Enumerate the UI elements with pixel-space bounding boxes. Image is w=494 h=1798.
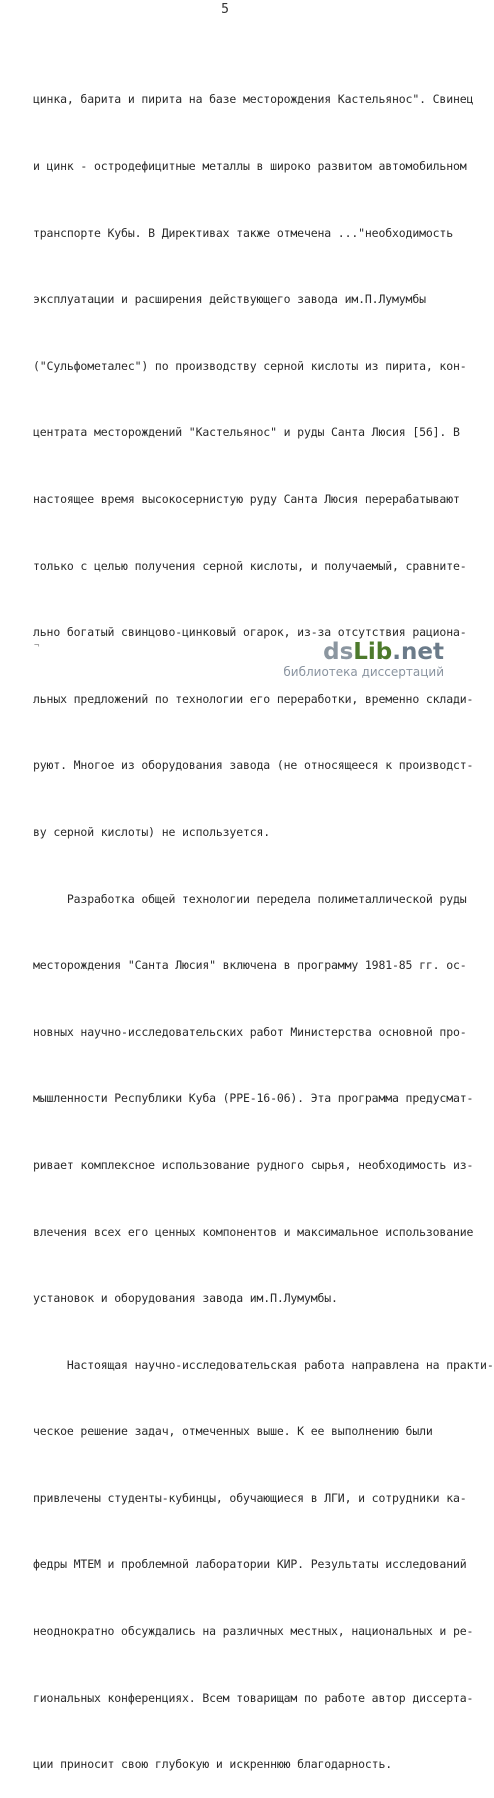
text-line: руют. Многое из оборудования завода (не относящееся к производст- [33, 758, 474, 773]
page-number: 5 [221, 2, 229, 17]
text-line: гиональных конференциях. Всем товарищам по работе автор диссерта- [33, 1690, 474, 1705]
text-line: ческое решение задач, отмеченных выше. К ее выполнению были [33, 1424, 433, 1439]
text-line: установок и оборудования завода им.П.Лумумбы. [33, 1291, 338, 1306]
text-line: Настоящая научно-исследовательская работа направлена на практи- [33, 1357, 494, 1372]
logo-part-ds: ds [323, 639, 354, 665]
text-line: новных научно-исследовательских работ Министерства основной про- [33, 1024, 467, 1039]
text-line: неоднократно обсуждались на различных местных, национальных и ре- [33, 1624, 474, 1639]
document-body [33, 44, 494, 1798]
text-line: цинка, барита и пирита на базе месторождения Кастельянос". Свинец [33, 92, 474, 107]
text-line: эксплуатации и расширения действующего завода им.П.Лумумбы [33, 292, 426, 307]
text-line: ("Сульфометалес") по производству серной кислоты из пирита, кон- [33, 358, 467, 373]
text-line: центрата месторождений "Кастельянос" и руды Санта Люсия [56]. В [33, 425, 460, 440]
watermark[interactable] [283, 640, 444, 679]
text-line: только с целью получения серной кислоты, и получаемый, сравните- [33, 558, 467, 573]
watermark-subtitle: библиотека диссертаций [283, 665, 444, 679]
watermark-logo[interactable] [283, 640, 444, 664]
text-line: федры МТЕМ и проблемной лаборатории КИР. Результаты исследований [33, 1557, 467, 1572]
text-line: Разработка общей технологии передела полиметаллической руды [33, 891, 467, 906]
text-line: льных предложений по технологии его переработки, временно склади- [33, 691, 474, 706]
text-line: влечения всех его ценных компонентов и максимальное использование [33, 1224, 474, 1239]
text-line: мышленности Республики Куба (PPE-16-06). Эта программа предусмат- [33, 1091, 474, 1106]
text-line: настоящее время высокосернистую руду Санта Люсия перерабатывают [33, 491, 460, 506]
logo-part-net: .net [392, 639, 444, 665]
text-line: месторождения "Санта Люсия" включена в программу 1981-85 гг. ос- [33, 958, 467, 973]
text-line: льно богатый свинцово-цинковый огарок, из-за отсутствия рациона- [33, 625, 467, 640]
logo-part-lib: Lib [353, 639, 393, 665]
text-line: ву серной кислоты) не используется. [33, 824, 271, 839]
text-line: ривает комплексное использование рудного сырья, необходимость из- [33, 1157, 474, 1172]
text-line: привлечены студенты-кубинцы, обучающиеся в ЛГИ, и сотрудники ка- [33, 1490, 467, 1505]
text-line: транспорте Кубы. В Директивах также отмечена ..."необходимость [33, 225, 453, 240]
text-line: ции приносит свою глубокую и искреннюю благодарность. [33, 1757, 393, 1772]
text-line: и цинк - остродефицитные металлы в широко развитом автомобильном [33, 159, 467, 173]
corner-mark: ¬ [34, 641, 40, 651]
